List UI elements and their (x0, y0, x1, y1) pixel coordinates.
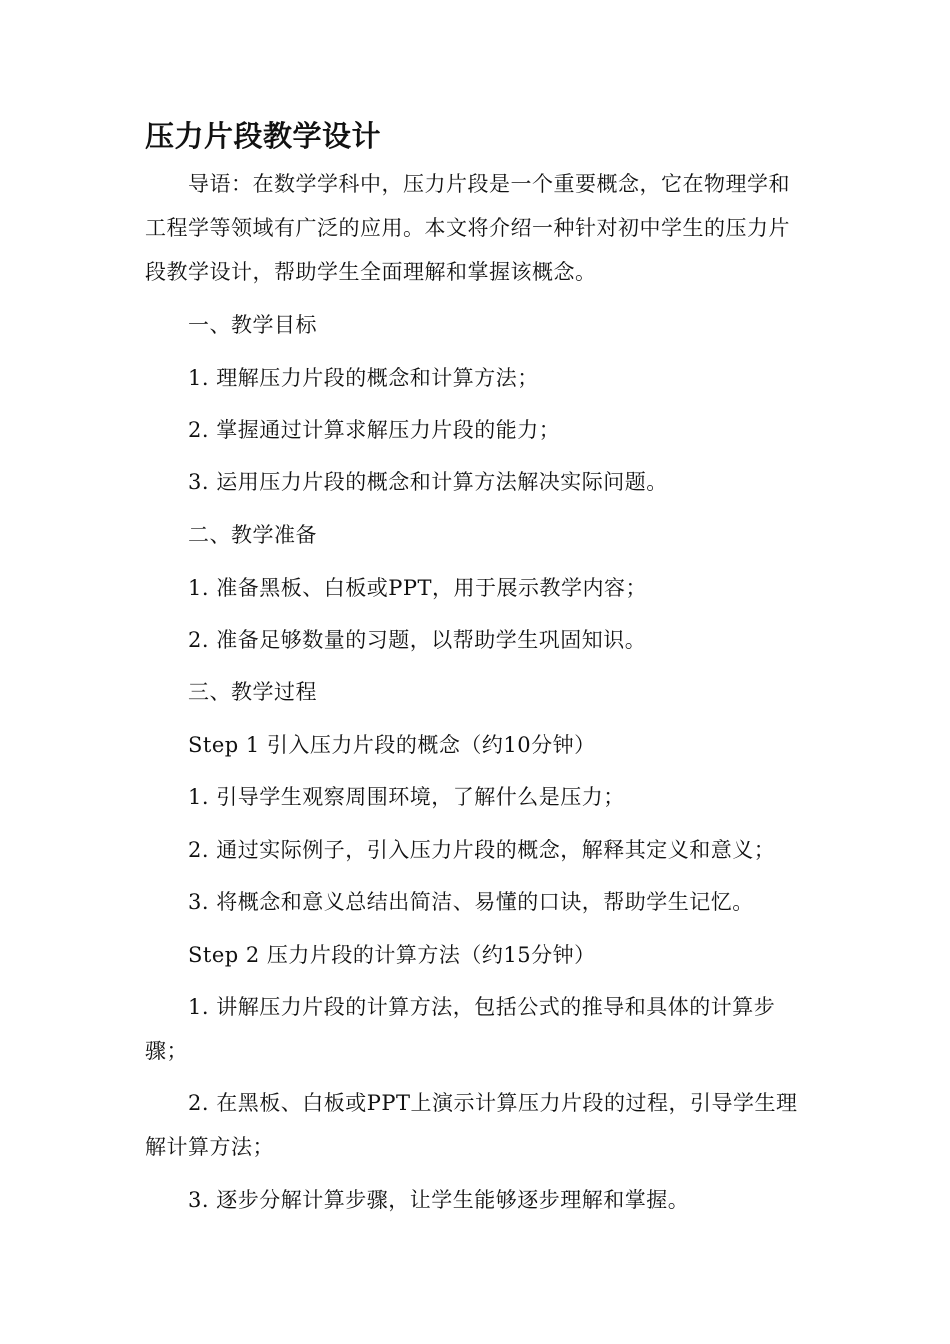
list-item: 1. 理解压力片段的概念和计算方法； (188, 366, 539, 390)
section-heading-preparation: 二、教学准备 (188, 523, 317, 547)
list-item: 3. 运用压力片段的概念和计算方法解决实际问题。 (188, 470, 668, 494)
list-item: 2. 通过实际例子，引入压力片段的概念，解释其定义和意义； (188, 838, 776, 862)
document-title: 压力片段教学设计 (145, 119, 382, 153)
intro-paragraph: 导语：在数学学科中，压力片段是一个重要概念，它在物理学和工程学等领域有广泛的应用。本文将介绍一种针对初中学生的压力片段教学设计，帮助学生全面理解和掌握该概念。 (145, 172, 790, 284)
list-item: 1. 引导学生观察周围环境，了解什么是压力； (188, 785, 625, 809)
list-item: 1. 讲解压力片段的计算方法，包括公式的推导和具体的计算步骤； (145, 995, 776, 1063)
list-item: 2. 准备足够数量的习题，以帮助学生巩固知识。 (188, 628, 647, 652)
list-item: 3. 逐步分解计算步骤，让学生能够逐步理解和掌握。 (188, 1188, 690, 1212)
step-heading-2: Step 2 压力片段的计算方法（约15分钟） (188, 943, 596, 967)
list-item: 1. 准备黑板、白板或PPT，用于展示教学内容； (188, 576, 647, 600)
section-heading-process: 三、教学过程 (188, 680, 317, 704)
section-heading-objectives: 一、教学目标 (188, 313, 317, 337)
list-item: 3. 将概念和意义总结出简洁、易懂的口诀，帮助学生记忆。 (188, 890, 754, 914)
list-item: 2. 在黑板、白板或PPT上演示计算压力片段的过程，引导学生理解计算方法； (145, 1091, 798, 1159)
step-heading-1: Step 1 引入压力片段的概念（约10分钟） (188, 733, 596, 757)
list-item: 2. 掌握通过计算求解压力片段的能力； (188, 418, 561, 442)
